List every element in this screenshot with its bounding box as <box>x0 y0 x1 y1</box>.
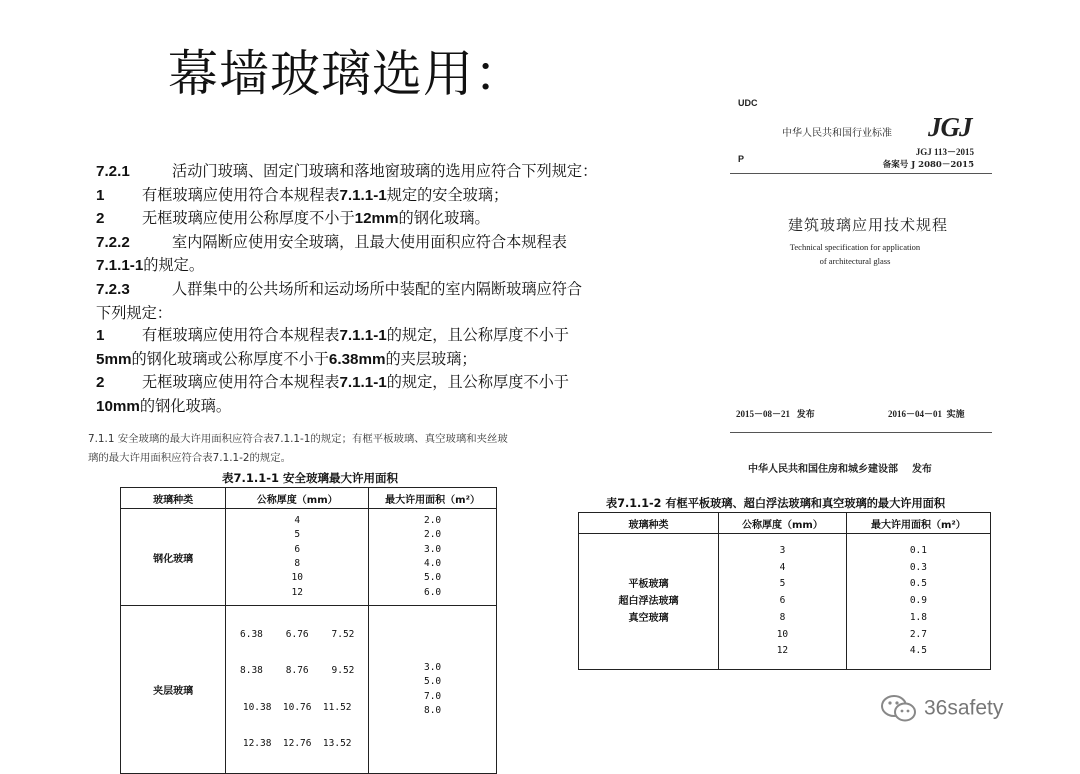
area-value: 0.1 <box>909 545 927 557</box>
area-cell <box>846 534 990 670</box>
area-value: 0.3 <box>909 561 927 573</box>
rule-line <box>96 184 696 208</box>
clause-text: 下列规定： <box>96 303 172 322</box>
divider <box>730 173 992 174</box>
record-number: 备案号 J 2080－2015 <box>882 160 974 170</box>
area-cell <box>369 606 497 774</box>
thickness-value: 12mm <box>354 210 399 228</box>
table-row <box>121 509 497 606</box>
item-text: 的规定，且公称厚度不小于 <box>386 373 569 392</box>
thickness-value: 3 <box>779 545 786 557</box>
rule-line <box>96 324 696 348</box>
clause-text: 活动门玻璃、固定门玻璃和落地窗玻璃的选用应符合下列规定： <box>172 162 598 180</box>
thickness-value: 5mm <box>96 350 132 368</box>
issue-date <box>736 407 815 420</box>
clause-number: 7.2.3 <box>96 280 130 298</box>
table-ref: 7.1.1-1 <box>339 374 387 392</box>
area-value: 8.0 <box>423 704 442 716</box>
thickness-value: 12.38 12.76 13.52 <box>242 737 352 749</box>
thickness-cell <box>226 509 369 606</box>
framed-glass-table <box>578 512 991 670</box>
page-title: 幕墙玻璃选用： <box>168 45 525 103</box>
item-number: 1 <box>96 186 105 204</box>
item-number: 1 <box>96 327 105 345</box>
clause-number: 7.2.1 <box>96 163 130 180</box>
area-value: 2.0 <box>423 515 442 527</box>
column-header: 公称厚度（mm） <box>226 488 369 509</box>
clause-number: 7.2.2 <box>96 233 130 251</box>
thickness-value: 6.38 6.76 7.52 <box>240 629 355 640</box>
column-header: 公称厚度（mm） <box>719 513 847 534</box>
standard-org: 中华人民共和国行业标准 <box>782 128 892 139</box>
table-row <box>579 534 991 670</box>
standard-code: JGJ 113－2015 <box>915 147 974 157</box>
clause-note <box>88 430 558 468</box>
rule-line <box>96 207 696 231</box>
watermark <box>880 694 1003 724</box>
item-number: 2 <box>96 374 105 392</box>
thickness-value: 12 <box>776 645 789 657</box>
implement-date-value: 2016－04－01 <box>888 409 943 419</box>
standard-name-en-line: Technical specification for application <box>789 242 921 252</box>
thickness-value: 8 <box>294 558 301 569</box>
rule-line <box>96 302 696 325</box>
table-ref: 7.1.1-1 <box>339 186 387 204</box>
thickness-value: 6 <box>779 595 786 607</box>
rule-line <box>96 160 696 184</box>
thickness-value: 8.38 8.76 9.52 <box>240 665 355 677</box>
table-ref: 7.1.1-1 <box>339 327 387 345</box>
thickness-value: 10.38 10.76 11.52 <box>242 701 352 713</box>
rules-text <box>96 160 696 419</box>
udc-label: UDC <box>738 98 758 108</box>
rule-line <box>96 371 696 395</box>
area-value: 7.0 <box>423 690 442 702</box>
area-value: 5.0 <box>423 572 442 584</box>
rule-line <box>96 278 696 302</box>
area-value: 4.0 <box>423 558 442 569</box>
item-text: 的钢化玻璃。 <box>398 209 490 228</box>
area-value: 1.8 <box>909 611 927 623</box>
thickness-cell <box>719 534 847 670</box>
issue-date-value: 2015－08－21 <box>736 409 791 419</box>
area-value: 3.0 <box>423 662 442 673</box>
glass-type-cell <box>579 534 719 670</box>
implement-date <box>888 407 965 420</box>
wechat-icon <box>880 694 918 724</box>
category-label: P <box>738 154 745 164</box>
jgj-logo: JGJ <box>928 112 972 142</box>
area-value: 0.9 <box>909 595 927 607</box>
thickness-value: 6 <box>294 543 301 555</box>
rule-line <box>96 348 696 372</box>
thickness-value: 10mm <box>96 397 140 415</box>
item-text: 有框玻璃应使用符合本规程表 <box>142 185 340 204</box>
thickness-value: 10 <box>291 572 303 584</box>
note-line: 璃的最大许用面积应符合表7.1.1-2的规定。 <box>88 452 292 464</box>
thickness-cell <box>226 606 369 774</box>
column-header: 最大许用面积（m²） <box>846 513 990 534</box>
column-header: 最大许用面积（m²） <box>369 488 497 509</box>
standard-name-en-line: of architectural glass <box>819 256 891 266</box>
item-text: 有框玻璃应使用符合本规程表 <box>142 326 340 345</box>
watermark-text: 36safety <box>924 696 1004 720</box>
area-value: 0.5 <box>909 578 927 590</box>
table-header-row <box>121 488 497 509</box>
divider <box>730 432 992 433</box>
thickness-value: 10 <box>776 628 789 640</box>
glass-type: 超白浮法玻璃 <box>618 596 679 607</box>
glass-type-cell: 夹层玻璃 <box>121 606 226 774</box>
standard-cover <box>730 90 1000 530</box>
table-row <box>121 606 497 774</box>
thickness-value: 8 <box>779 611 786 623</box>
item-text: 无框玻璃应使用符合本规程表 <box>142 373 340 392</box>
table1-caption: 表7.1.1-1 安全玻璃最大许用面积 <box>222 471 399 485</box>
column-header: 玻璃种类 <box>579 513 719 534</box>
item-text: 的规定，且公称厚度不小于 <box>386 326 569 345</box>
item-text: 的钢化玻璃。 <box>139 396 232 415</box>
table-header-row <box>579 513 991 534</box>
safety-glass-table <box>120 487 497 774</box>
area-cell <box>369 509 497 606</box>
area-value: 2.7 <box>909 628 927 640</box>
publish-label: 发布 <box>911 464 932 475</box>
rule-line <box>96 395 696 419</box>
rule-line <box>96 231 696 255</box>
clause-text: 的规定。 <box>143 256 205 275</box>
thickness-value: 6.38mm <box>328 350 386 368</box>
standard-name-cn: 建筑玻璃应用技术规程 <box>788 216 949 234</box>
table2-caption: 表7.1.1-2 有框平板玻璃、超白浮法玻璃和真空玻璃的最大许用面积 <box>606 497 946 510</box>
table-ref: 7.1.1-1 <box>96 257 144 275</box>
item-text: 无框玻璃应使用公称厚度不小于 <box>142 209 355 228</box>
item-text: 的钢化玻璃或公称厚度不小于 <box>131 349 329 368</box>
publisher <box>748 460 932 475</box>
thickness-value: 5 <box>294 529 301 541</box>
thickness-value: 4 <box>779 561 786 573</box>
item-number: 2 <box>96 210 105 228</box>
glass-type-cell: 钢化玻璃 <box>121 509 226 606</box>
item-text: 的夹层玻璃； <box>385 349 477 368</box>
thickness-value: 5 <box>779 578 786 590</box>
implement-label: 实施 <box>946 409 965 419</box>
note-line: 7.1.1 安全玻璃的最大许用面积应符合表7.1.1-1的规定；有框平板玻璃、真空玻璃和夹丝玻 <box>88 433 508 445</box>
clause-text: 人群集中的公共场所和运动场所中装配的室内隔断玻璃应符合 <box>172 279 583 298</box>
issue-label: 发布 <box>796 409 815 419</box>
item-text: 规定的安全玻璃； <box>386 185 509 204</box>
area-value: 5.0 <box>423 676 442 688</box>
area-value: 4.5 <box>909 645 927 657</box>
publisher-name: 中华人民共和国住房和城乡建设部 <box>748 464 898 475</box>
area-value: 2.0 <box>423 529 442 541</box>
thickness-value: 12 <box>291 586 303 598</box>
standard-name-en <box>780 240 930 268</box>
glass-type: 平板玻璃 <box>628 579 669 590</box>
glass-type: 真空玻璃 <box>628 613 669 624</box>
clause-text: 室内隔断应使用安全玻璃，且最大使用面积应符合本规程表 <box>172 232 567 251</box>
area-value: 3.0 <box>423 543 442 555</box>
thickness-value: 4 <box>294 515 301 527</box>
column-header: 玻璃种类 <box>121 488 226 509</box>
area-value: 6.0 <box>423 586 442 598</box>
rule-line <box>96 254 696 278</box>
